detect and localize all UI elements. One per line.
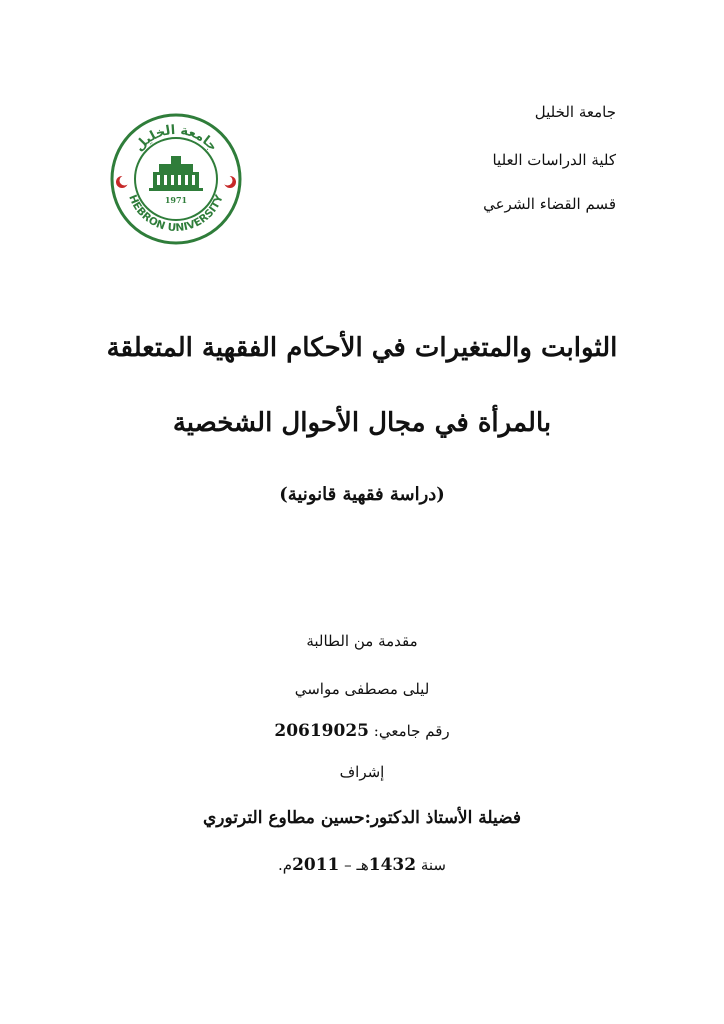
supervision-label: إشراف bbox=[339, 763, 385, 781]
thesis-title-line-1: الثوابت والمتغيرات في الأحكام الفقهية المتعلقة bbox=[106, 333, 618, 363]
student-id-label: رقم جامعي: bbox=[373, 722, 450, 740]
university-name: جامعة الخليل bbox=[534, 103, 616, 121]
hebron-university-logo bbox=[109, 112, 243, 246]
hijri-suffix: هـ – bbox=[344, 856, 369, 874]
date-line bbox=[0, 855, 724, 875]
department-name: قسم القضاء الشرعي bbox=[483, 195, 616, 213]
student-id-number: 20619025 bbox=[274, 721, 369, 741]
hijri-year: 1432 bbox=[368, 855, 417, 875]
logo-english-name: HEBRON UNIVERSITY bbox=[126, 193, 226, 235]
college-name: كلية الدراسات العليا bbox=[492, 151, 616, 169]
student-id-line bbox=[0, 721, 724, 741]
logo-year: 1971 bbox=[164, 195, 188, 205]
thesis-subtitle: (دراسة فقهية قانونية) bbox=[279, 484, 445, 505]
presented-by-label: مقدمة من الطالبة bbox=[306, 632, 418, 650]
gregorian-suffix: م. bbox=[278, 856, 293, 874]
date-prefix: سنة bbox=[420, 856, 446, 874]
student-name: ليلى مصطفى مواسي bbox=[294, 680, 430, 698]
logo-arabic-name: جامعة الخليل bbox=[131, 122, 221, 155]
supervisor-name: فضيلة الأستاذ الدكتور:حسين مطاوع الترتوري bbox=[202, 808, 522, 828]
gregorian-year: 2011 bbox=[292, 855, 340, 875]
thesis-title-line-2: بالمرأة في مجال الأحوال الشخصية bbox=[172, 408, 552, 438]
